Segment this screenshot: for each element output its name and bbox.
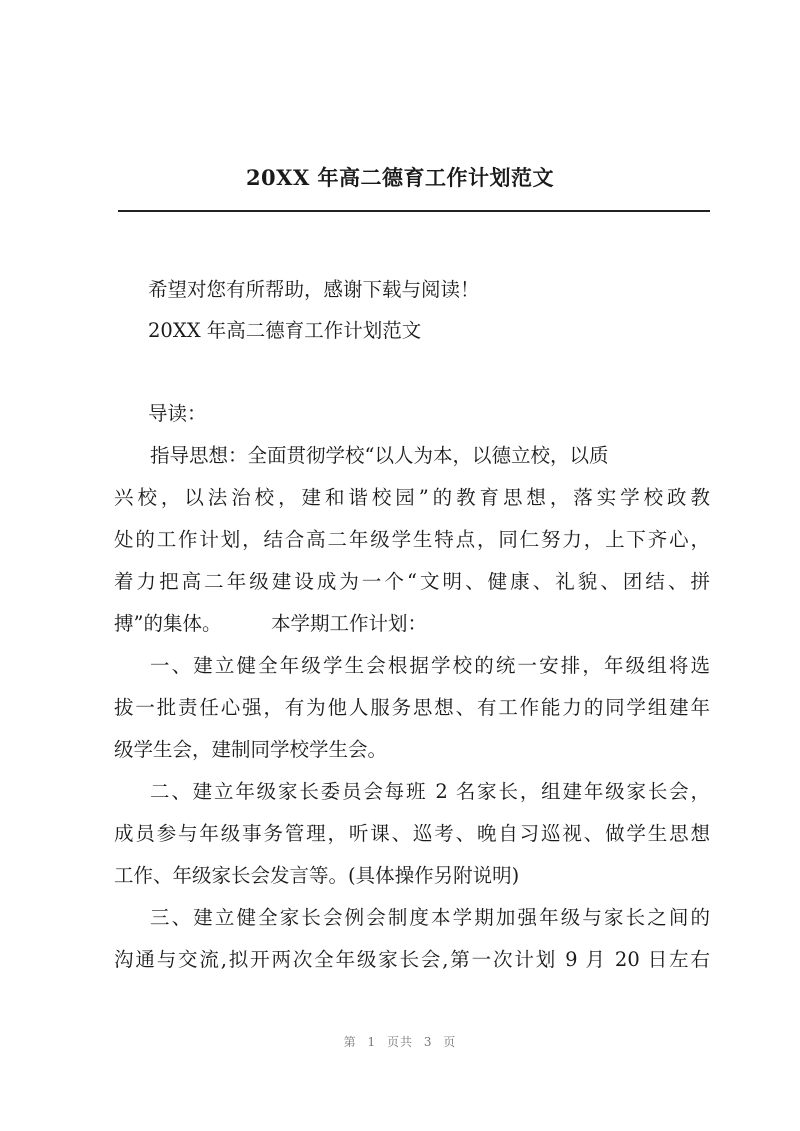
document-title: 20XX 年高二德育工作计划范文 [245, 165, 555, 190]
guide-label: 导读： [148, 402, 207, 425]
footer-suffix: 页 [443, 1035, 457, 1049]
paragraph-line: 沟通与交流,拟开两次全年级家长会,第一次计划 9 月 20 日左右 [114, 948, 710, 971]
page-footer [0, 1033, 800, 1050]
subtitle-line: 20XX 年高二德育工作计划范文 [148, 319, 422, 342]
paragraph-line: 拔一批责任心强，有为他人服务思想、有工作能力的同学组建年 [114, 696, 710, 719]
paragraph-line: 三、建立健全家长会例会制度本学期加强年级与家长之间的 [150, 906, 710, 929]
paragraph-line: 级学生会，建制同学校学生会。 [114, 738, 388, 761]
paragraph-line: 着力把高二年级建设成为一个“文明、健康、礼貌、团结、拼 [114, 570, 710, 593]
paragraph-line: 指导思想：全面贯彻学校“以人为本，以德立校，以质 [150, 444, 609, 467]
paragraph-line: 工作、年级家长会发言等。(具体操作另附说明) [114, 864, 520, 887]
paragraph-line: 二、建立年级家长委员会每班 2 名家长，组建年级家长会， [150, 780, 710, 803]
paragraph-line: 成员参与年级事务管理，听课、巡考、晚自习巡视、做学生思想 [114, 822, 710, 845]
paragraph-line: 一、建立健全年级学生会根据学校的统一安排，年级组将选 [150, 654, 710, 677]
footer-prefix: 第 [343, 1035, 357, 1049]
paragraph-line: 搏”的集体。 本学期工作计划： [114, 612, 428, 635]
paragraph-line: 兴校，以法治校，建和谐校园”的教育思想，落实学校政教 [114, 486, 710, 509]
footer-page-number: 1 [367, 1035, 377, 1049]
footer-total-pages: 3 [423, 1035, 433, 1049]
title-underline [118, 210, 710, 212]
intro-line: 希望对您有所帮助，感谢下载与阅读！ [148, 278, 480, 301]
footer-middle: 页共 [386, 1035, 413, 1049]
paragraph-line: 处的工作计划，结合高二年级学生特点，同仁努力，上下齐心， [114, 528, 710, 551]
